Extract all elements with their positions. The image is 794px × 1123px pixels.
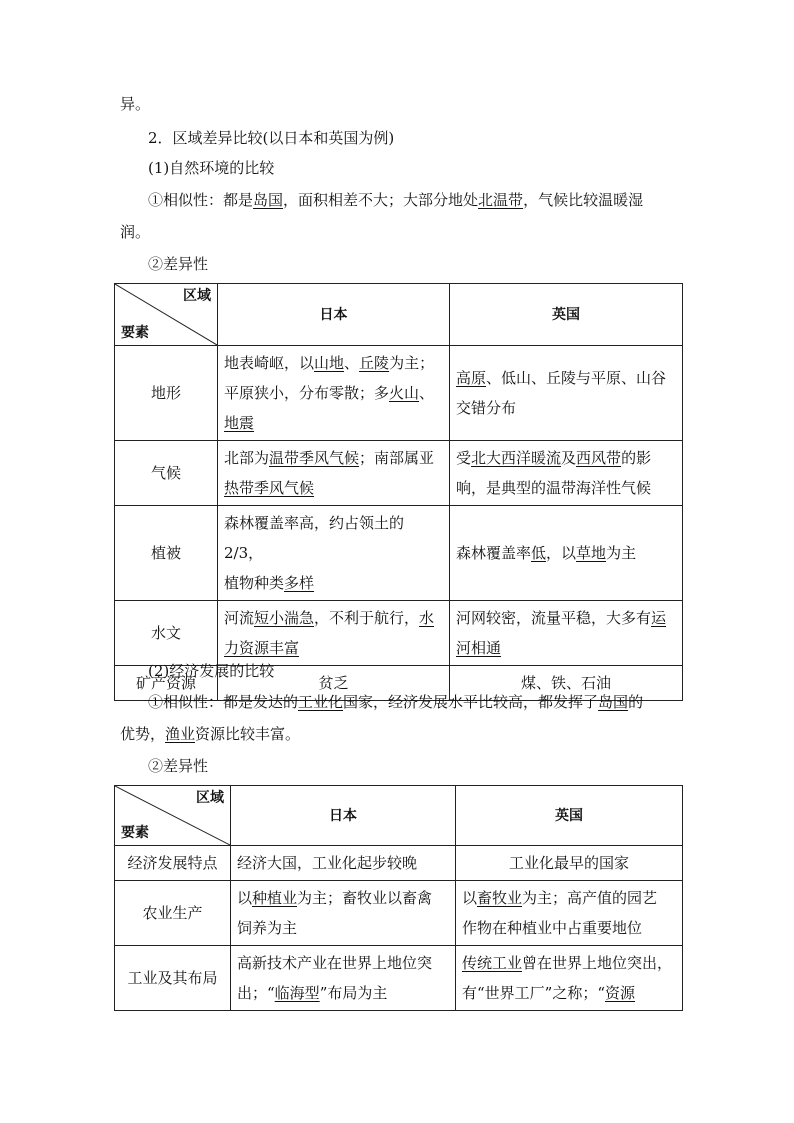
cell-uk-hydrology: 河网较密，流量平稳，大多有运 河相通 — [450, 601, 683, 666]
table-row — [115, 881, 683, 946]
cell-uk-terrain: 高原、低山、丘陵与平原、山谷 交错分布 — [450, 346, 683, 441]
table-row — [115, 441, 683, 506]
cell-uk-climate: 受北大西洋暖流及西风带的影 响，是典型的温带海洋性气候 — [450, 441, 683, 506]
similarity-paragraph: ①相似性：都是岛国，面积相差不大；大部分地处北温带，气候比较温暖湿 — [148, 191, 644, 209]
cell-uk-industry: 传统工业曾在世界上地位突出， 有“世界工厂”之称；“资源 — [456, 946, 683, 1011]
row-label-economy: 经济发展特点 — [115, 846, 231, 881]
cell-japan-vegetation: 森林覆盖率高，约占领土的 2/3， 植物种类多样 — [218, 506, 450, 601]
cell-japan-climate: 北部为温带季风气候；南部属亚 热带季风气候 — [218, 441, 450, 506]
row-label-hydrology: 水文 — [115, 601, 218, 666]
difference-label: ②差异性 — [148, 255, 209, 273]
row-label-minerals: 矿产资源 — [115, 666, 218, 701]
table-row — [115, 846, 683, 881]
natural-comparison-table — [114, 283, 683, 701]
table-header-row — [115, 284, 683, 346]
subsection-title: (2)经济发展的比较 — [148, 662, 275, 680]
cell-japan-minerals: 贫乏 — [218, 666, 450, 701]
table-row — [115, 506, 683, 601]
row-label-agriculture: 农业生产 — [115, 881, 231, 946]
cell-uk-economy: 工业化最早的国家 — [456, 846, 683, 881]
row-label-vegetation: 植被 — [115, 506, 218, 601]
paragraph-continuation: 异。 — [120, 95, 151, 113]
difference-label: ②差异性 — [148, 757, 209, 775]
table-row — [115, 346, 683, 441]
subsection-title: (1)自然环境的比较 — [148, 159, 275, 177]
table-header-row — [115, 786, 683, 846]
cell-japan-industry: 高新技术产业在世界上地位突 出；“临海型”布局为主 — [231, 946, 456, 1011]
cell-japan-terrain: 地表崎岖，以山地、丘陵为主； 平原狭小，分布零散；多火山、 地震 — [218, 346, 450, 441]
row-label-terrain: 地形 — [115, 346, 218, 441]
table-row — [115, 946, 683, 1011]
cell-uk-agriculture: 以畜牧业为主；高产值的园艺 作物在种植业中占重要地位 — [456, 881, 683, 946]
similarity-paragraph-cont: 润。 — [120, 223, 151, 241]
col-japan: 日本 — [218, 284, 450, 346]
cell-japan-economy: 经济大国，工业化起步较晚 — [231, 846, 456, 881]
corner-cell: 区域 要素 — [115, 786, 231, 846]
section-heading: 2．区域差异比较(以日本和英国为例) — [148, 129, 395, 147]
row-label-industry: 工业及其布局 — [115, 946, 231, 1011]
cell-uk-minerals: 煤、铁、石油 — [450, 666, 683, 701]
row-label-climate: 气候 — [115, 441, 218, 506]
cell-uk-vegetation: 森林覆盖率低，以草地为主 — [450, 506, 683, 601]
cell-japan-agriculture: 以种植业为主；畜牧业以畜禽 饲养为主 — [231, 881, 456, 946]
col-uk: 英国 — [450, 284, 683, 346]
col-uk: 英国 — [456, 786, 683, 846]
similarity-paragraph-cont: 优势，渔业资源比较丰富。 — [120, 725, 301, 743]
col-japan: 日本 — [231, 786, 456, 846]
cell-japan-hydrology: 河流短小湍急，不利于航行，水 力资源丰富 — [218, 601, 450, 666]
table-row — [115, 601, 683, 666]
similarity-paragraph: ①相似性：都是发达的工业化国家，经济发展水平比较高，都发挥了岛国的 — [148, 693, 644, 711]
corner-cell: 区域 要素 — [115, 284, 218, 346]
economic-comparison-table — [114, 785, 683, 1011]
